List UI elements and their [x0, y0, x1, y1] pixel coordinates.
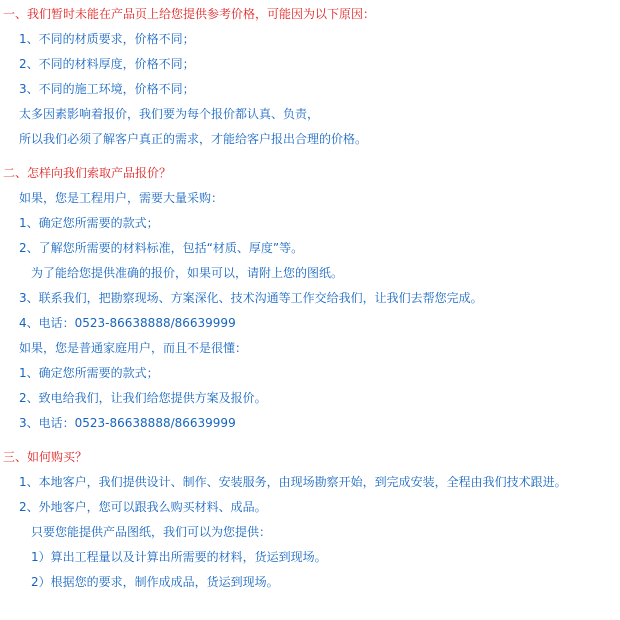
section1-item-1: 1、不同的材质要求，价格不同； — [19, 32, 195, 46]
section2-engineering-item-2-sub: 为了能给您提供准确的报价，如果可以，请附上您的图纸。 — [31, 266, 344, 280]
section3-item-2-option-2: 2）根据您的要求，制作成成品，货运到现场。 — [31, 575, 279, 589]
section3-heading: 三、如何购买？ — [3, 450, 88, 464]
section2-heading: 二、怎样向我们索取产品报价？ — [3, 166, 172, 180]
section2-home-item-1: 1、确定您所需要的款式； — [19, 366, 159, 380]
section2-home-intro: 如果，您是普通家庭用户，而且不是很懂： — [19, 341, 248, 355]
section3-item-2-sub: 只要您能提供产品图纸，我们可以为您提供： — [31, 525, 272, 539]
section2-home-item-2: 2、致电给我们，让我们给您提供方案及报价。 — [19, 391, 267, 405]
section1-heading: 一、我们暂时未能在产品页上给您提供参考价格，可能因为以下原因： — [3, 7, 376, 21]
section1-note-1: 太多因素影响着报价，我们要为每个报价都认真、负责， — [19, 107, 320, 121]
section2-engineering-item-1: 1、确定您所需要的款式； — [19, 216, 159, 230]
section2-engineering-item-3: 3、联系我们，把勘察现场、方案深化、技术沟通等工作交给我们，让我们去帮您完成。 — [19, 291, 483, 305]
section3-item-2: 2、外地客户，您可以跟我么购买材料、成品。 — [19, 500, 267, 514]
section3-item-2-option-1: 1）算出工程量以及计算出所需要的材料，货运到现场。 — [31, 550, 327, 564]
section2-engineering-item-4-phone: 4、电话：0523-86638888/86639999 — [19, 316, 236, 330]
section2-home-item-3-phone: 3、电话：0523-86638888/86639999 — [19, 416, 236, 430]
section1-item-2: 2、不同的材料厚度，价格不同； — [19, 57, 195, 71]
section3-item-1: 1、本地客户，我们提供设计、制作、安装服务，由现场勘察开始，到完成安装，全程由我们技术跟进。 — [19, 475, 567, 489]
section1-note-2: 所以我们必须了解客户真正的需求，才能给客户报出合理的价格。 — [19, 132, 368, 146]
section2-engineering-item-2: 2、了解您所需要的材料标准，包括“材质、厚度”等。 — [19, 241, 304, 255]
section2-engineering-intro: 如果，您是工程用户，需要大量采购： — [19, 191, 224, 205]
section1-item-3: 3、不同的施工环境，价格不同； — [19, 82, 195, 96]
